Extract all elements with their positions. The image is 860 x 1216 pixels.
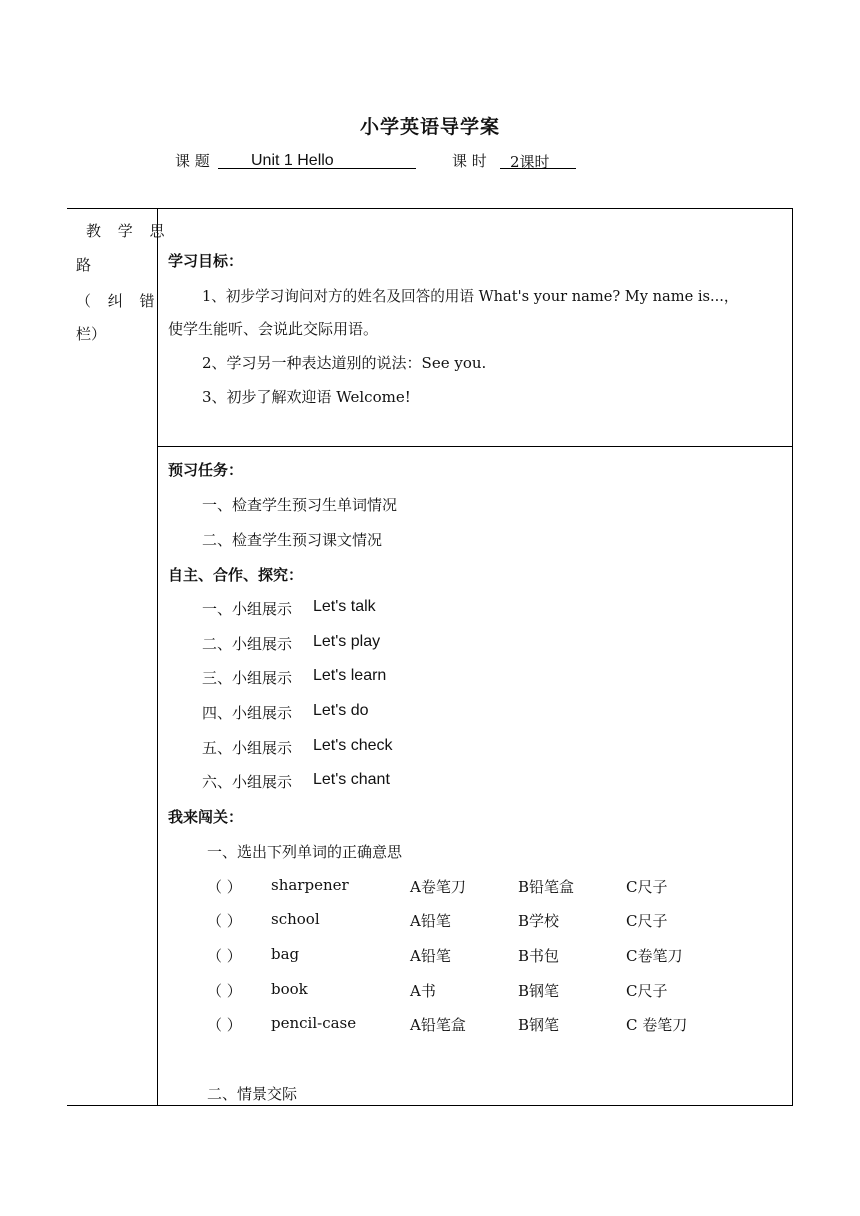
option-b: B书包 <box>518 947 560 965</box>
explore-item-activity: Let's chant <box>313 771 390 788</box>
challenge-subheading-2: 二、情景交际 <box>207 1085 298 1103</box>
document-title: 小学英语导学案 <box>359 116 500 138</box>
option-a: A铅笔 <box>410 912 451 930</box>
explore-item-prefix: 四、小组展示 <box>202 704 293 722</box>
option-a: A铅笔 <box>410 947 451 965</box>
explore-item-prefix: 五、小组展示 <box>202 739 293 757</box>
preview-heading: 预习任务： <box>168 461 244 479</box>
vocab-word: pencil-case <box>271 1014 357 1032</box>
explore-item-prefix: 一、小组展示 <box>202 600 293 618</box>
option-c: C尺子 <box>626 982 668 1000</box>
topic-underline <box>218 168 416 169</box>
explore-item-activity: Let's learn <box>313 667 387 684</box>
topic-label: 课 题 <box>175 152 210 170</box>
preview-item-2: 二、检查学生预习课文情况 <box>202 531 383 549</box>
option-c: C卷笔刀 <box>626 947 683 965</box>
option-b: B钢笔 <box>518 1016 560 1034</box>
option-b: B铅笔盒 <box>518 878 575 896</box>
option-c: C 卷笔刀 <box>626 1016 688 1034</box>
row-divider <box>157 446 793 447</box>
option-b: B学校 <box>518 912 560 930</box>
option-c: C尺子 <box>626 878 668 896</box>
table-top-border <box>67 208 793 209</box>
explore-item-prefix: 二、小组展示 <box>202 635 293 653</box>
sidebar-line-1: 教 学 思 <box>86 222 171 240</box>
option-b: B钢笔 <box>518 982 560 1000</box>
objectives-heading: 学习目标： <box>168 252 244 270</box>
vocab-word: book <box>271 980 308 998</box>
objective-1a: 1、初步学习询问对方的姓名及回答的用语 What's your name? My name is...， <box>202 288 739 305</box>
explore-item-prefix: 六、小组展示 <box>202 773 293 791</box>
challenge-heading: 我来闯关： <box>168 808 244 826</box>
objective-2: 2、学习另一种表达道别的说法：See you. <box>202 354 487 372</box>
sidebar-line-2: 路 <box>76 256 92 274</box>
explore-item-activity: Let's talk <box>313 598 376 615</box>
explore-item-activity: Let's check <box>313 737 393 754</box>
vocab-word: school <box>271 910 320 928</box>
preview-item-1: 一、检查学生预习生单词情况 <box>202 496 398 514</box>
explore-item-activity: Let's play <box>313 633 381 650</box>
table-right-border <box>792 208 793 1105</box>
column-divider <box>157 208 158 1105</box>
period-value: 2课时 <box>510 153 550 171</box>
option-a: A书 <box>410 982 436 1000</box>
explore-heading: 自主、合作、探究： <box>168 566 304 584</box>
answer-blank[interactable]: （ ） <box>207 878 242 896</box>
option-a: A铅笔盒 <box>410 1016 466 1034</box>
answer-blank[interactable]: （ ） <box>207 947 242 965</box>
objective-3: 3、初步了解欢迎语 Welcome! <box>202 388 411 406</box>
topic-value: Unit 1 Hello <box>251 152 334 169</box>
sidebar-line-4: 栏） <box>76 325 107 343</box>
option-c: C尺子 <box>626 912 668 930</box>
table-bottom-border <box>67 1105 793 1106</box>
explore-item-prefix: 三、小组展示 <box>202 669 293 687</box>
answer-blank[interactable]: （ ） <box>207 912 242 930</box>
option-a: A卷笔刀 <box>410 878 466 896</box>
period-label: 课 时 <box>452 152 487 170</box>
answer-blank[interactable]: （ ） <box>207 1016 242 1034</box>
vocab-word: bag <box>271 945 300 963</box>
sidebar-line-3: （ 纠 错 <box>76 292 161 310</box>
answer-blank[interactable]: （ ） <box>207 982 242 1000</box>
period-underline <box>500 168 576 169</box>
challenge-subheading-1: 一、选出下列单词的正确意思 <box>207 843 403 861</box>
vocab-word: sharpener <box>271 876 349 894</box>
objective-1b: 使学生能听、会说此交际用语。 <box>168 320 379 338</box>
explore-item-activity: Let's do <box>313 702 369 719</box>
